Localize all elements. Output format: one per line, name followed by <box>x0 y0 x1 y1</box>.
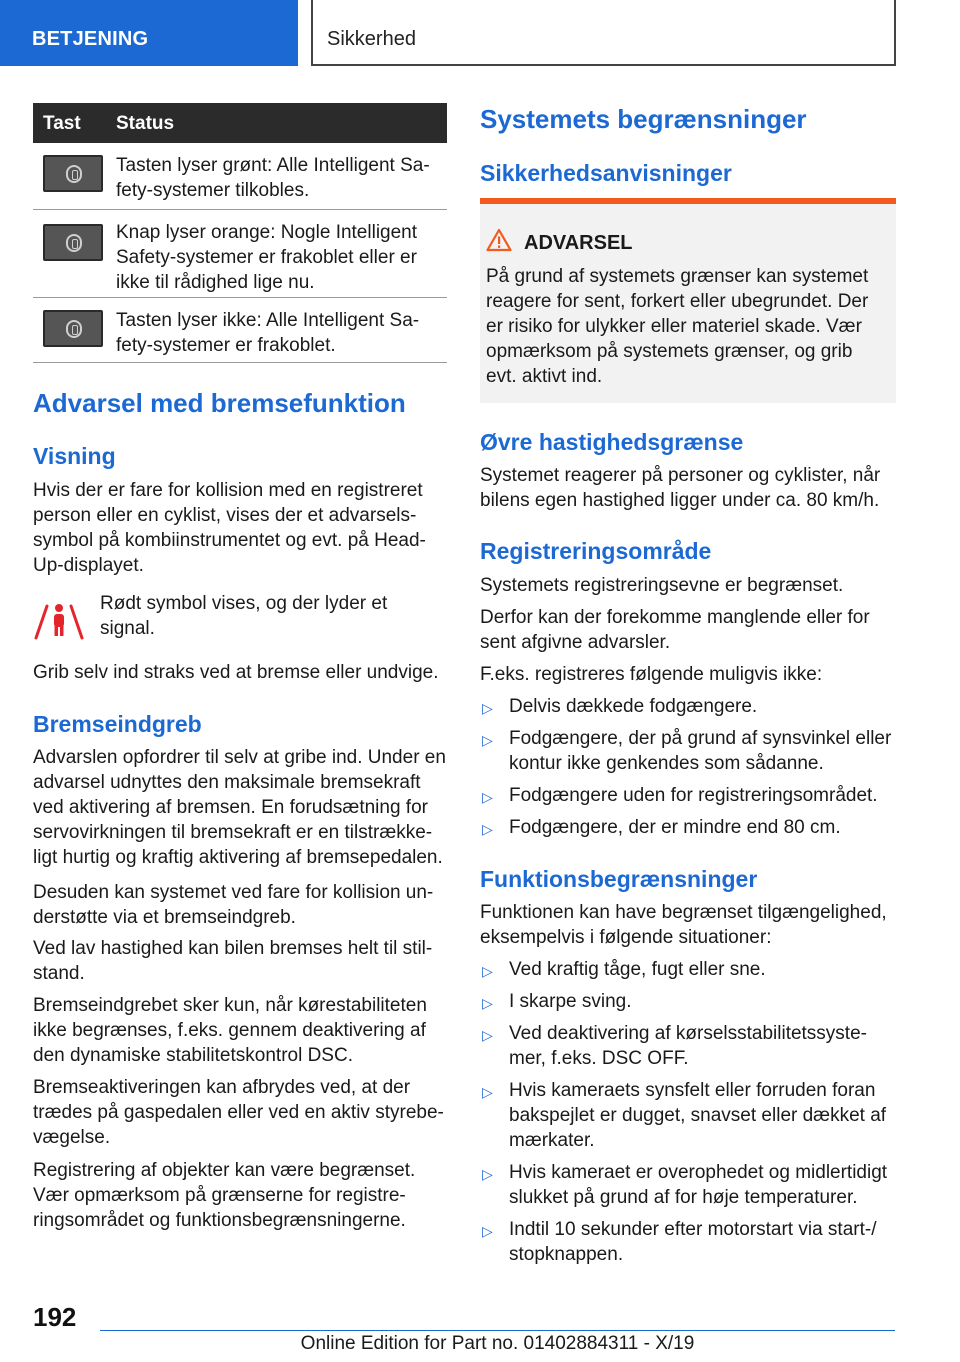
bullet-triangle-icon: ▷ <box>482 821 493 837</box>
footer-edition-text: Online Edition for Part no. 01402884311 - X/19 <box>300 1333 695 1354</box>
visning-paragraph: Hvis der er fare for kollision med en registreret person eller en cyklist, vises der et advarsels- symbol på kombiinstrumentet og evt. på Head- Up-displayet. <box>33 480 426 576</box>
heading-registreringsomraade: Registreringsområde <box>480 538 712 564</box>
heading-advarsel: Advarsel med bremsefunktion <box>33 388 406 418</box>
heading-systemets-begraensninger: Systemets begrænsninger <box>480 104 807 134</box>
status-table <box>33 103 447 363</box>
header-chapter-box <box>311 0 896 66</box>
intelligent-safety-button-icon <box>43 310 103 347</box>
header-section-tab <box>0 0 298 66</box>
symbol-text: Rødt symbol vises, og der lyder et signal. <box>100 593 388 639</box>
ovre-paragraph: Systemet reagerer på personer og cyklister, når bilens egen hastighed ligger under ca. 80 km/h. <box>480 465 881 511</box>
heading-visning: Visning <box>33 443 116 469</box>
bremse-paragraph-1: Advarslen opfordrer til selv at gribe ind. Under en advarsel udnyttes den maksimale bremsekraft ved aktivering af bremsen. En forudsætning for servovirkningen til bremsekraft er en tilstrække- ligt hurtig og kraftig aktivering af bremsepedalen. <box>33 747 446 868</box>
bullet-triangle-icon: ▷ <box>482 1027 493 1043</box>
grib-text: Grib selv ind straks ved at bremse eller undvige. <box>33 662 439 683</box>
warning-text: På grund af systemets grænser kan systemet reagere for sent, forkert eller ubegrundet. Der er risiko for ulykker eller materiel skade. Vær opmærksom på systemets grænser, og grib evt. aktivt ind. <box>486 266 869 387</box>
list-item: ▷ Fodgængere uden for registreringsområdet. <box>480 783 896 808</box>
intelligent-safety-button-icon <box>43 155 103 192</box>
bullet-triangle-icon: ▷ <box>482 1223 493 1239</box>
reg-paragraph-3: F.eks. registreres følgende muligvis ikke: <box>480 664 823 685</box>
bullet-triangle-icon: ▷ <box>482 1166 493 1182</box>
list-item: ▷ Ved deaktivering af kørselsstabilitetssyste- mer, f.eks. DSC OFF. <box>482 1023 867 1069</box>
bullet-triangle-icon: ▷ <box>482 732 493 748</box>
bullet-triangle-icon: ▷ <box>482 963 493 979</box>
funk-bullet-list <box>480 957 896 1267</box>
bremse-paragraph-5: Bremseaktiveringen kan afbrydes ved, at der trædes på gaspedalen eller ved en aktiv styrebe- vægelse. <box>33 1077 444 1148</box>
heading-ovre-hastighedsgraense: Øvre hastighedsgrænse <box>480 429 744 455</box>
heading-sikkerhedsanvisninger: Sikkerhedsanvisninger <box>480 160 732 186</box>
heading-bremseindgreb: Bremseindgreb <box>33 711 202 737</box>
heading-funktionsbegraensninger: Funktionsbegrænsninger <box>480 866 758 892</box>
bullet-triangle-icon: ▷ <box>482 995 493 1011</box>
reg-bullet-list <box>480 694 896 840</box>
list-item: ▷ Ved kraftig tåge, fugt eller sne. <box>480 957 896 982</box>
reg-paragraph-1: Systemets registreringsevne er begrænset. <box>480 575 844 596</box>
page-number: 192 <box>33 1302 77 1332</box>
list-item: ▷ Fodgængere, der er mindre end 80 cm. <box>480 815 896 840</box>
table-row-status: Tasten lyser ikke: Alle Intelligent Sa- fety-systemer er frakoblet. <box>116 310 420 356</box>
bremse-paragraph-2: Desuden kan systemet ved fare for kollision un- derstøtte via et bremseindgreb. <box>33 882 434 928</box>
intelligent-safety-button-icon <box>43 224 103 261</box>
list-item: ▷ Delvis dækkede fodgængere. <box>480 694 896 719</box>
warning-title: ADVARSEL <box>524 232 633 254</box>
warning-box <box>480 198 896 403</box>
table-header <box>33 103 447 143</box>
table-row <box>33 298 447 363</box>
list-item: ▷ Indtil 10 sekunder efter motorstart via start-/ stopknappen. <box>482 1219 877 1265</box>
bullet-triangle-icon: ▷ <box>482 789 493 805</box>
bremse-paragraph-3: Ved lav hastighed kan bilen bremses helt til stil- stand. <box>33 938 433 984</box>
funk-paragraph: Funktionen kan have begrænset tilgængelighed, eksempelvis i følgende situationer: <box>480 902 887 948</box>
table-header-status: Status <box>116 113 175 134</box>
bullet-triangle-icon: ▷ <box>482 1084 493 1100</box>
reg-paragraph-2: Derfor kan der forekomme manglende eller for sent afgivne advarsler. <box>480 607 870 653</box>
table-row <box>33 210 447 298</box>
table-header-key: Tast <box>43 113 81 134</box>
footer-divider <box>100 1330 895 1331</box>
pedestrian-warning-icon <box>33 598 85 642</box>
bullet-triangle-icon: ▷ <box>482 700 493 716</box>
header-section-label: BETJENING <box>32 28 149 50</box>
header-chapter-label: Sikkerhed <box>327 28 416 50</box>
table-row-status: Tasten lyser grønt: Alle Intelligent Sa- fety-systemer tilkobles. <box>116 155 430 201</box>
bremse-paragraph-4: Bremseindgrebet sker kun, når kørestabiliteten ikke begrænses, f.eks. gennem deaktivering af den dynamiske stabilitetskontrol DSC. <box>33 995 427 1066</box>
warning-triangle-icon <box>486 228 512 252</box>
table-row-status: Knap lyser orange: Nogle Intelligent Safety-systemer er frakoblet eller er ikke til rådighed lige nu. <box>116 222 418 293</box>
list-item: ▷ Fodgængere, der på grund af synsvinkel eller kontur ikke genkendes som sådanne. <box>482 728 892 774</box>
list-item: ▷ Hvis kameraets synsfelt eller forruden foran bakspejlet er dugget, snavset eller dækket af mærkater. <box>482 1080 887 1151</box>
table-row <box>33 143 447 210</box>
list-item: ▷ Hvis kameraet er overophedet og midlertidigt slukket på grund af for høje temperaturer. <box>482 1162 888 1208</box>
bremse-paragraph-6: Registrering af objekter kan være begrænset. Vær opmærksom på grænserne for registre- ringsområdet og funktionsbegrænsningerne. <box>33 1160 416 1231</box>
list-item: ▷ I skarpe sving. <box>480 989 896 1014</box>
